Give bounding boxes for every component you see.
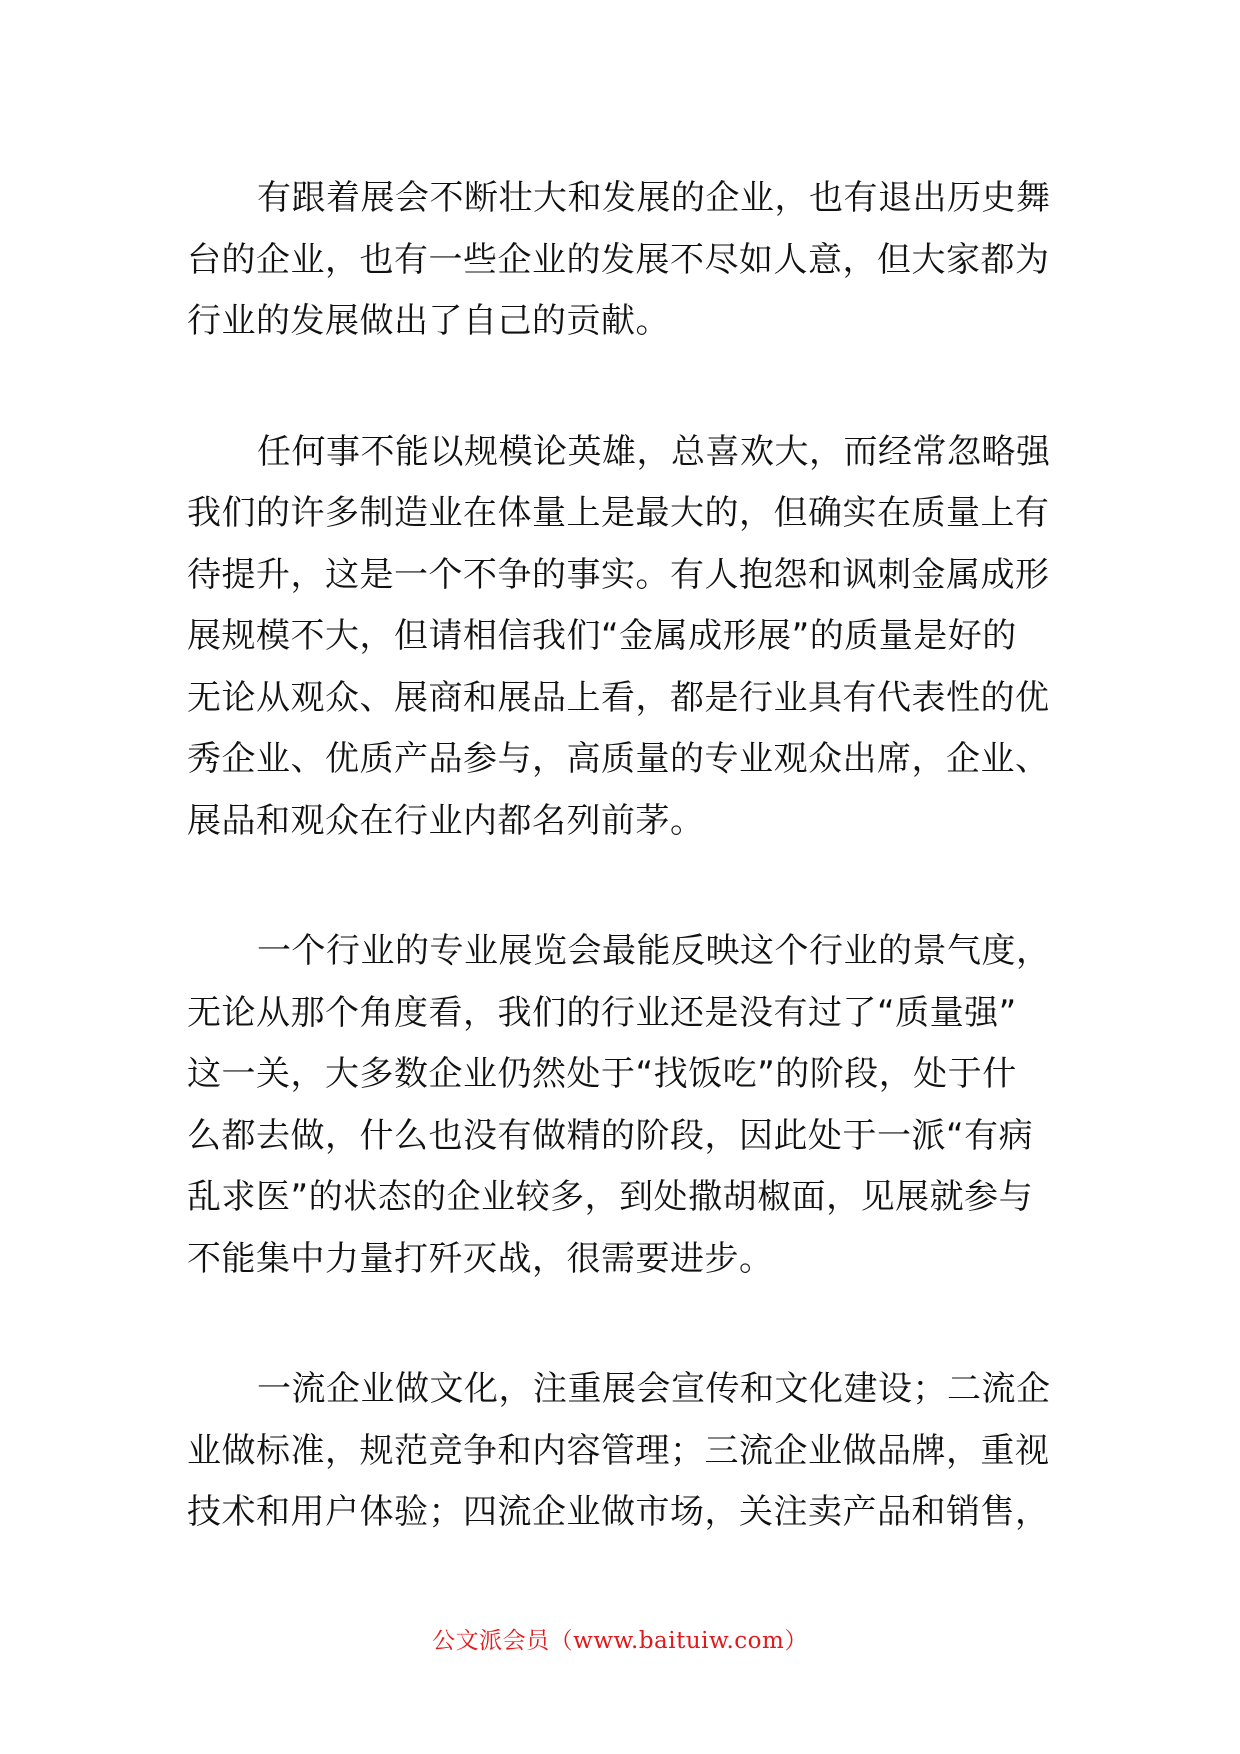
- paragraph-3: [187, 921, 1057, 1290]
- paragraph-line: 有跟着展会不断壮大和发展的企业，也有退出历史舞: [257, 178, 1051, 218]
- paragraph-line: 不能集中力量打歼灭战，很需要进步。: [187, 1238, 774, 1279]
- paragraph-line: 任何事不能以规模论英雄，总喜欢大，而经常忽略强: [257, 431, 1051, 472]
- paragraph-line: 一个行业的专业展览会最能反映这个行业的景气度，: [257, 931, 1051, 971]
- paragraph-line: 这一关，大多数企业仍然处于“找饭吃”的阶段，处于什: [187, 1054, 1017, 1094]
- paragraph-line: 行业的发展做出了自己的贡献。: [187, 301, 670, 341]
- paragraph-line: 业做标准，规范竞争和内容管理；三流企业做品牌，重视: [187, 1430, 1050, 1471]
- paragraph-line: 展规模不大，但请相信我们“金属成形展”的质量是好的: [187, 616, 1017, 656]
- paragraph-4: [187, 1359, 1057, 1544]
- paragraph-line: 么都去做，什么也没有做精的阶段，因此处于一派“有病: [187, 1115, 1034, 1156]
- paragraph-line: 无论从那个角度看，我们的行业还是没有过了“质量强”: [187, 992, 1017, 1033]
- document-body: [187, 168, 1057, 1613]
- paragraph-line: 待提升，这是一个不争的事实。有人抱怨和讽刺金属成形: [187, 554, 1050, 595]
- paragraph-line: 无论从观众、展商和展品上看，都是行业具有代表性的优: [187, 677, 1050, 718]
- paragraph-line: 秀企业、优质产品参与，高质量的专业观众出席，企业、: [187, 739, 1050, 779]
- paragraph-line: 一流企业做文化，注重展会宣传和文化建设；二流企: [257, 1369, 1051, 1409]
- footer-watermark-link[interactable]: 公文派会员（www.baituiw.com）: [432, 1628, 808, 1654]
- paragraph-line: 我们的许多制造业在体量上是最大的，但确实在质量上有: [187, 493, 1050, 533]
- paragraph-2: [187, 422, 1057, 853]
- paragraph-line: 展品和观众在行业内都名列前茅。: [187, 800, 705, 841]
- paragraph-line: 台的企业，也有一些企业的发展不尽如人意，但大家都为: [187, 239, 1050, 280]
- paragraph-line: 技术和用户体验；四流企业做市场，关注卖产品和销售，: [187, 1492, 1050, 1532]
- paragraph-1: [187, 168, 1057, 353]
- paragraph-line: 乱求医”的状态的企业较多，到处撒胡椒面，见展就参与: [187, 1177, 1034, 1217]
